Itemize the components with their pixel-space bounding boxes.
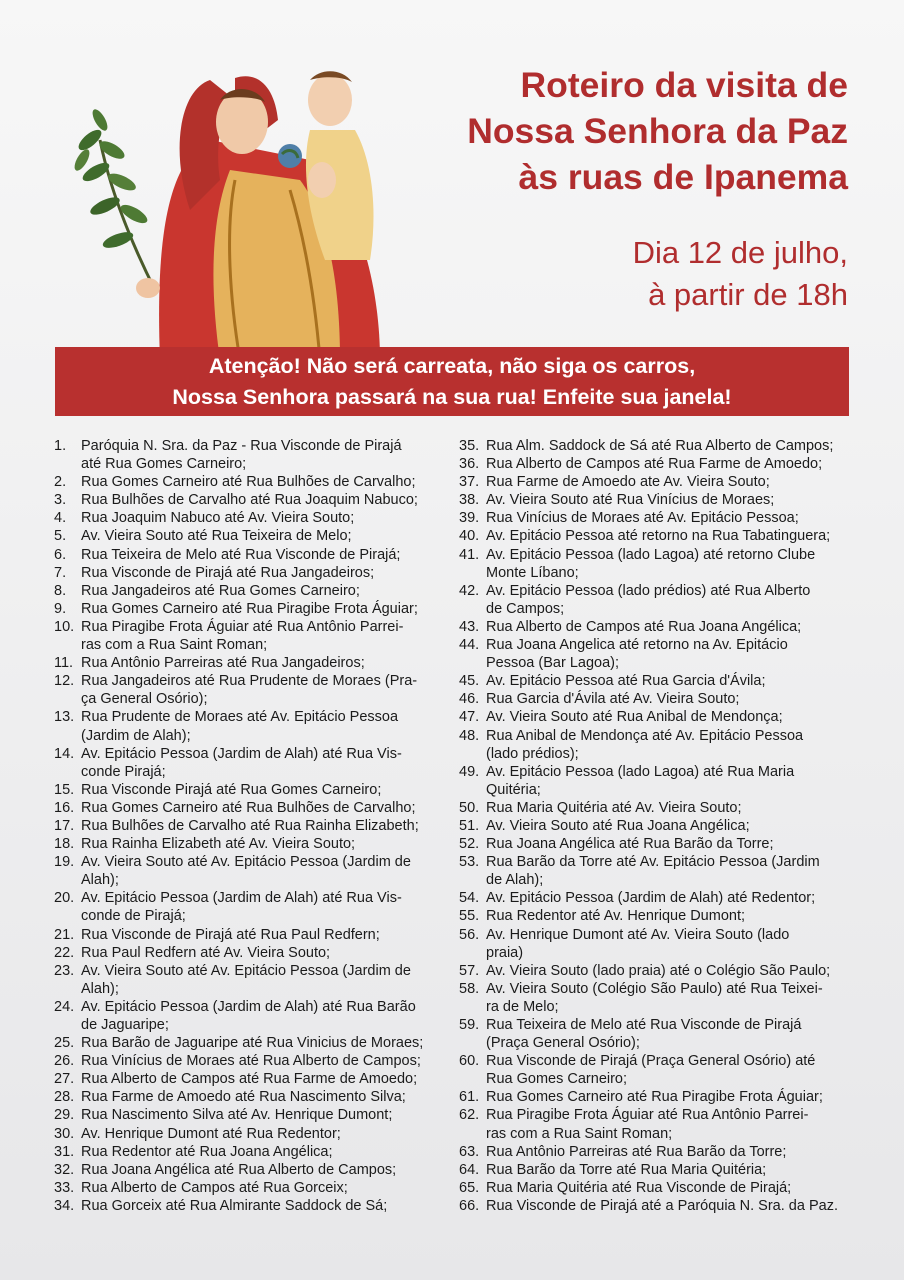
route-item-text bbox=[81, 1088, 449, 1106]
route-item bbox=[54, 799, 449, 817]
route-item-line: Rua Piragibe Frota Águiar até Rua Antônio Parrei- bbox=[486, 1107, 809, 1124]
virgin-and-child-statue-image bbox=[60, 60, 400, 360]
route-item bbox=[54, 817, 449, 835]
route-item-number: 54. bbox=[459, 890, 480, 907]
route-item bbox=[459, 1088, 859, 1106]
route-item-line: Rua Alberto de Campos até Rua Joana Angélica; bbox=[486, 618, 802, 635]
route-item bbox=[54, 1070, 449, 1088]
date-line: Dia 12 de julho, bbox=[632, 235, 848, 270]
route-item-number: 41. bbox=[459, 546, 480, 563]
route-item-line: Alah); bbox=[81, 872, 119, 889]
route-item-line: Av. Vieira Souto até Rua Anibal de Mendonça; bbox=[486, 709, 783, 726]
route-item-line: Av. Epitácio Pessoa (lado Lagoa) até retorno Clube bbox=[486, 546, 816, 563]
route-item-line: Rua Visconde Pirajá até Rua Gomes Carneiro; bbox=[81, 781, 382, 798]
route-item-line: Rua Joana Angelica até retorno na Av. Epitácio bbox=[486, 637, 788, 654]
route-item-text bbox=[486, 636, 859, 672]
route-item-text bbox=[81, 672, 449, 708]
route-item bbox=[54, 600, 449, 618]
route-item-line: de Jaguaripe; bbox=[81, 1017, 169, 1033]
title-line: Nossa Senhora da Paz bbox=[467, 111, 848, 151]
route-item-line: Rua Gomes Carneiro; bbox=[486, 1071, 628, 1088]
route-item-number: 15. bbox=[54, 781, 75, 798]
route-item-number: 26. bbox=[54, 1053, 75, 1070]
route-item bbox=[54, 473, 449, 491]
route-item-text bbox=[81, 1106, 449, 1124]
route-item-number: 62. bbox=[459, 1107, 480, 1124]
route-item-number: 3. bbox=[54, 492, 67, 509]
route-item-text bbox=[486, 817, 859, 835]
olive-branch-icon bbox=[72, 107, 155, 290]
route-item-number: 35. bbox=[459, 438, 480, 454]
route-list-left bbox=[54, 437, 449, 1215]
route-item-number: 44. bbox=[459, 637, 480, 654]
route-item-line: Av. Vieira Souto (lado praia) até o Colégio São Paulo; bbox=[486, 962, 831, 979]
route-item-text bbox=[81, 1034, 449, 1052]
route-item-number: 56. bbox=[459, 926, 480, 943]
route-item-text bbox=[81, 600, 449, 618]
route-item-number: 6. bbox=[54, 546, 67, 563]
route-item-line: ça General Osório); bbox=[81, 691, 208, 708]
route-item-number: 47. bbox=[459, 709, 480, 726]
route-item-line: (Jardim de Alah); bbox=[81, 727, 191, 744]
route-item-number: 49. bbox=[459, 763, 480, 780]
route-item-text bbox=[81, 799, 449, 817]
route-item-text bbox=[81, 618, 449, 654]
route-item-line: Av. Vieira Souto até Av. Epitácio Pessoa (Jardim de bbox=[81, 962, 411, 979]
route-item-text bbox=[486, 799, 859, 817]
route-item-text bbox=[486, 1088, 859, 1106]
route-item-line: Rua Alberto de Campos até Rua Gorceix; bbox=[81, 1179, 348, 1196]
route-item-line: Rua Rainha Elizabeth até Av. Vieira Souto; bbox=[81, 836, 356, 853]
route-item-number: 11. bbox=[54, 655, 74, 672]
route-item bbox=[54, 491, 449, 509]
banner-line: Atenção! Não será carreata, não siga os carros, bbox=[208, 353, 696, 378]
route-item bbox=[459, 907, 859, 925]
route-item-text bbox=[81, 998, 449, 1034]
route-item bbox=[54, 745, 449, 781]
route-item-number: 17. bbox=[54, 817, 75, 834]
route-item bbox=[459, 473, 859, 491]
route-item-number: 58. bbox=[459, 980, 480, 997]
route-item-number: 9. bbox=[54, 600, 67, 617]
route-item-number: 22. bbox=[54, 944, 75, 961]
route-item-number: 61. bbox=[459, 1089, 480, 1106]
route-item-text bbox=[486, 455, 859, 473]
route-item-number: 64. bbox=[459, 1161, 480, 1178]
route-item bbox=[459, 708, 859, 726]
route-item-text bbox=[486, 1179, 859, 1197]
route-item-text bbox=[81, 962, 449, 998]
route-item bbox=[459, 1179, 859, 1197]
route-item-number: 24. bbox=[54, 998, 75, 1015]
route-item-text bbox=[486, 437, 859, 455]
route-item-number: 7. bbox=[54, 564, 67, 581]
route-item-text bbox=[486, 708, 859, 726]
route-item-text bbox=[81, 546, 449, 564]
route-item-line: Rua Farme de Amoedo ate Av. Vieira Souto; bbox=[486, 474, 770, 491]
route-item-number: 53. bbox=[459, 854, 480, 871]
route-item bbox=[54, 853, 449, 889]
route-item-number: 13. bbox=[54, 709, 75, 726]
route-item-line: Rua Joaquim Nabuco até Av. Vieira Souto; bbox=[81, 510, 355, 527]
route-item-text bbox=[486, 926, 859, 962]
route-item-number: 10. bbox=[54, 618, 75, 635]
route-item bbox=[54, 1125, 449, 1143]
route-item bbox=[459, 1161, 859, 1179]
route-item-line: Rua Vinícius de Moraes até Av. Epitácio Pessoa; bbox=[486, 510, 799, 527]
route-item-line: Rua Redentor até Rua Joana Angélica; bbox=[81, 1143, 333, 1160]
route-item bbox=[459, 690, 859, 708]
route-item-number: 50. bbox=[459, 799, 480, 816]
route-item bbox=[54, 1143, 449, 1161]
route-item-text bbox=[81, 654, 449, 672]
route-item-text bbox=[81, 889, 449, 925]
route-item-number: 25. bbox=[54, 1035, 75, 1052]
route-item-number: 30. bbox=[54, 1125, 75, 1142]
route-item-text bbox=[486, 835, 859, 853]
route-item-number: 23. bbox=[54, 962, 75, 979]
route-item bbox=[459, 889, 859, 907]
route-item bbox=[459, 926, 859, 962]
route-item-number: 18. bbox=[54, 836, 75, 853]
route-item-line: Av. Epitácio Pessoa (Jardim de Alah) até Rua Vis- bbox=[81, 890, 402, 907]
route-item-number: 43. bbox=[459, 618, 480, 635]
route-item-text bbox=[486, 1052, 859, 1088]
route-item-number: 20. bbox=[54, 890, 75, 907]
route-item bbox=[54, 1034, 449, 1052]
banner-line: Nossa Senhora passará na sua rua! Enfeite sua janela! bbox=[172, 384, 732, 409]
route-item bbox=[459, 962, 859, 980]
route-item-line: Paróquia N. Sra. da Paz - Rua Visconde de Pirajá bbox=[81, 438, 402, 454]
route-item-line: até Rua Gomes Carneiro; bbox=[81, 456, 247, 473]
route-item-line: Av. Vieira Souto (Colégio São Paulo) até Rua Teixei- bbox=[486, 980, 823, 997]
route-item-number: 27. bbox=[54, 1071, 75, 1088]
route-item-line: Av. Epitácio Pessoa (Jardim de Alah) até Rua Vis- bbox=[81, 745, 402, 762]
route-item-line: Rua Gomes Carneiro até Rua Piragibe Frota Águiar; bbox=[486, 1089, 823, 1106]
route-item-number: 1. bbox=[54, 438, 67, 454]
route-item bbox=[54, 889, 449, 925]
route-item-text bbox=[486, 491, 859, 509]
route-item bbox=[459, 546, 859, 582]
route-item bbox=[459, 980, 859, 1016]
route-item bbox=[54, 962, 449, 998]
route-item-number: 59. bbox=[459, 1017, 480, 1033]
header bbox=[0, 0, 904, 360]
route-item bbox=[54, 527, 449, 545]
route-item bbox=[54, 781, 449, 799]
route-item-text bbox=[486, 1106, 859, 1142]
route-item-text bbox=[81, 1197, 449, 1215]
route-item-line: de Campos; bbox=[486, 600, 565, 617]
route-item-number: 66. bbox=[459, 1197, 480, 1214]
route-item-text bbox=[486, 1197, 859, 1215]
route-item-text bbox=[81, 944, 449, 962]
route-item bbox=[459, 491, 859, 509]
route-item bbox=[54, 944, 449, 962]
route-item bbox=[459, 618, 859, 636]
route-item-text bbox=[486, 546, 859, 582]
route-item-line: Rua Maria Quitéria até Av. Vieira Souto; bbox=[486, 799, 742, 816]
route-item bbox=[54, 564, 449, 582]
route-item-number: 2. bbox=[54, 474, 67, 491]
route-item-text bbox=[81, 1161, 449, 1179]
route-item bbox=[54, 582, 449, 600]
route-item-line: Quitéria; bbox=[486, 781, 541, 798]
route-item bbox=[54, 998, 449, 1034]
route-item-text bbox=[486, 1161, 859, 1179]
route-item-text bbox=[486, 889, 859, 907]
route-item-line: Monte Líbano; bbox=[486, 564, 579, 581]
route-item-number: 39. bbox=[459, 510, 480, 527]
route-item bbox=[459, 799, 859, 817]
route-item bbox=[459, 1197, 859, 1215]
route-item-text bbox=[81, 473, 449, 491]
route-item-text bbox=[81, 527, 449, 545]
route-item bbox=[459, 636, 859, 672]
route-item bbox=[54, 654, 449, 672]
route-item bbox=[54, 509, 449, 527]
route-item-line: Av. Vieira Souto até Av. Epitácio Pessoa (Jardim de bbox=[81, 854, 411, 871]
route-item-line: Rua Alberto de Campos até Rua Farme de Amoedo; bbox=[81, 1071, 418, 1088]
route-item-line: Av. Epitácio Pessoa (Jardim de Alah) até Redentor; bbox=[486, 890, 816, 907]
route-item-line: Rua Alm. Saddock de Sá até Rua Alberto de Campos; bbox=[486, 438, 834, 454]
route-item-number: 33. bbox=[54, 1179, 75, 1196]
route-item-number: 21. bbox=[54, 926, 75, 943]
route-item-line: Rua Gomes Carneiro até Rua Bulhões de Carvalho; bbox=[81, 799, 416, 816]
route-item-text bbox=[81, 745, 449, 781]
route-item-number: 63. bbox=[459, 1143, 480, 1160]
route-item-number: 34. bbox=[54, 1197, 75, 1214]
route-item-text bbox=[81, 437, 449, 473]
route-item bbox=[54, 1106, 449, 1124]
route-item bbox=[54, 437, 449, 473]
route-item-text bbox=[81, 926, 449, 944]
route-item-text bbox=[486, 582, 859, 618]
route-item bbox=[459, 509, 859, 527]
route-item bbox=[459, 672, 859, 690]
attention-banner bbox=[55, 347, 849, 416]
route-item-line: Rua Barão de Jaguaripe até Rua Vinicius de Moraes; bbox=[81, 1035, 424, 1052]
title-line: Roteiro da visita de bbox=[520, 65, 848, 105]
route-item-line: Rua Barão da Torre até Rua Maria Quitéria; bbox=[486, 1161, 767, 1178]
route-item-text bbox=[486, 509, 859, 527]
route-item bbox=[54, 546, 449, 564]
route-item-line: Rua Nascimento Silva até Av. Henrique Dumont; bbox=[81, 1107, 393, 1124]
route-item-text bbox=[486, 618, 859, 636]
route-item-number: 29. bbox=[54, 1107, 75, 1124]
route-item-line: conde de Pirajá; bbox=[81, 908, 186, 925]
route-item-number: 48. bbox=[459, 727, 480, 744]
route-item-line: Rua Farme de Amoedo até Rua Nascimento Silva; bbox=[81, 1089, 406, 1106]
route-item-text bbox=[81, 1070, 449, 1088]
route-item-text bbox=[81, 1143, 449, 1161]
route-item-line: Rua Visconde de Pirajá até Rua Paul Redfern; bbox=[81, 926, 380, 943]
route-item-line: Rua Gorceix até Rua Almirante Saddock de Sá; bbox=[81, 1197, 388, 1214]
route-item-line: Av. Vieira Souto até Rua Joana Angélica; bbox=[486, 817, 750, 834]
route-item-text bbox=[486, 690, 859, 708]
route-item-line: Rua Barão da Torre até Av. Epitácio Pessoa (Jardim bbox=[486, 854, 820, 871]
route-item bbox=[459, 1052, 859, 1088]
route-item-text bbox=[486, 907, 859, 925]
route-item-line: Av. Epitácio Pessoa (lado Lagoa) até Rua Maria bbox=[486, 763, 795, 780]
route-item-line: Rua Paul Redfern até Av. Vieira Souto; bbox=[81, 944, 331, 961]
route-item-line: Rua Vinícius de Moraes até Rua Alberto de Campos; bbox=[81, 1053, 421, 1070]
route-item-line: Av. Epitácio Pessoa até Rua Garcia d'Ávila; bbox=[486, 673, 766, 690]
route-item-text bbox=[81, 835, 449, 853]
route-item-text bbox=[81, 582, 449, 600]
route-item-text bbox=[81, 509, 449, 527]
route-item-line: Av. Epitácio Pessoa (Jardim de Alah) até Rua Barão bbox=[81, 998, 416, 1015]
route-item-line: ra de Melo; bbox=[486, 998, 559, 1015]
route-item bbox=[54, 1179, 449, 1197]
route-item-line: Pessoa (Bar Lagoa); bbox=[486, 655, 619, 672]
page-title bbox=[378, 62, 848, 200]
route-item bbox=[459, 582, 859, 618]
title-line: às ruas de Ipanema bbox=[518, 157, 848, 197]
route-item bbox=[459, 817, 859, 835]
route-item-line: Rua Joana Angélica até Rua Alberto de Campos; bbox=[81, 1161, 397, 1178]
route-item bbox=[459, 437, 859, 455]
route-item bbox=[459, 527, 859, 545]
route-item-text bbox=[486, 1143, 859, 1161]
route-item-line: (lado prédios); bbox=[486, 745, 579, 762]
route-item-number: 52. bbox=[459, 836, 480, 853]
route-item bbox=[54, 672, 449, 708]
route-list-right bbox=[459, 437, 859, 1215]
route-item-number: 36. bbox=[459, 456, 480, 473]
route-item-number: 28. bbox=[54, 1089, 75, 1106]
route-item bbox=[54, 1161, 449, 1179]
route-item-number: 40. bbox=[459, 528, 480, 545]
route-item-text bbox=[81, 1052, 449, 1070]
route-item-number: 5. bbox=[54, 528, 67, 545]
route-item-line: Av. Vieira Souto até Rua Vinícius de Moraes; bbox=[486, 492, 775, 509]
route-item-text bbox=[486, 727, 859, 763]
route-item-line: Rua Piragibe Frota Águiar até Rua Antônio Parrei- bbox=[81, 618, 404, 635]
route-item bbox=[459, 835, 859, 853]
route-item-line: Rua Antônio Parreiras até Rua Jangadeiros; bbox=[81, 655, 365, 672]
route-item-text bbox=[81, 1125, 449, 1143]
route-item-line: Rua Gomes Carneiro até Rua Piragibe Frota Águiar; bbox=[81, 600, 418, 617]
route-item-line: Rua Antônio Parreiras até Rua Barão da Torre; bbox=[486, 1143, 787, 1160]
route-item-line: Av. Epitácio Pessoa até retorno na Rua Tabatinguera; bbox=[486, 528, 831, 545]
route-item bbox=[459, 455, 859, 473]
route-item bbox=[459, 853, 859, 889]
route-item-text bbox=[486, 853, 859, 889]
route-item-number: 65. bbox=[459, 1179, 480, 1196]
route-item-line: conde Pirajá; bbox=[81, 763, 166, 780]
route-item-line: de Alah); bbox=[486, 872, 544, 889]
route-item-line: Rua Redentor até Av. Henrique Dumont; bbox=[486, 908, 746, 925]
route-item-text bbox=[81, 1179, 449, 1197]
route-item-line: Rua Teixeira de Melo até Rua Visconde de Pirajá bbox=[486, 1017, 802, 1033]
route-item-text bbox=[486, 763, 859, 799]
route-item-line: Av. Epitácio Pessoa (lado prédios) até Rua Alberto bbox=[486, 582, 811, 599]
route-item-number: 60. bbox=[459, 1053, 480, 1070]
route-item-number: 57. bbox=[459, 962, 480, 979]
route-item-text bbox=[81, 708, 449, 744]
route-item-text bbox=[486, 962, 859, 980]
route-item-line: Rua Bulhões de Carvalho até Rua Rainha Elizabeth; bbox=[81, 817, 419, 834]
route-item-text bbox=[81, 491, 449, 509]
route-item bbox=[54, 1052, 449, 1070]
route-item-text bbox=[486, 672, 859, 690]
route-item-text bbox=[486, 980, 859, 1016]
route-item-number: 38. bbox=[459, 492, 480, 509]
route-item-line: ras com a Rua Saint Roman; bbox=[81, 637, 268, 654]
event-date bbox=[488, 232, 848, 316]
route-item-number: 12. bbox=[54, 673, 75, 690]
route-item-number: 16. bbox=[54, 799, 75, 816]
date-line: à partir de 18h bbox=[648, 277, 848, 312]
route-item-number: 46. bbox=[459, 691, 480, 708]
route-item-line: Rua Jangadeiros até Rua Prudente de Moraes (Pra- bbox=[81, 673, 418, 690]
route-item-text bbox=[486, 473, 859, 491]
route-item bbox=[54, 926, 449, 944]
route-item-line: Rua Visconde de Pirajá (Praça General Osório) até bbox=[486, 1053, 816, 1070]
route-item-line: Av. Vieira Souto até Rua Teixeira de Melo; bbox=[81, 528, 352, 545]
route-item-text bbox=[81, 781, 449, 799]
route-item bbox=[459, 727, 859, 763]
route-item bbox=[54, 618, 449, 654]
route-item-line: Rua Visconde de Pirajá até Rua Jangadeiros; bbox=[81, 564, 375, 581]
route-item-line: Rua Maria Quitéria até Rua Visconde de Pirajá; bbox=[486, 1179, 792, 1196]
route-item-number: 51. bbox=[459, 817, 480, 834]
route-item-line: Av. Henrique Dumont até Av. Vieira Souto (lado bbox=[486, 926, 790, 943]
route-item-text bbox=[81, 564, 449, 582]
route-item-text bbox=[486, 1016, 859, 1052]
route-item-line: Rua Prudente de Moraes até Av. Epitácio Pessoa bbox=[81, 709, 399, 726]
route-item-line: Rua Jangadeiros até Rua Gomes Carneiro; bbox=[81, 582, 360, 599]
route-item-line: (Praça General Osório); bbox=[486, 1035, 640, 1052]
route-item-number: 32. bbox=[54, 1161, 75, 1178]
route-item-line: Rua Teixeira de Melo até Rua Visconde de Pirajá; bbox=[81, 546, 401, 563]
route-item bbox=[54, 1197, 449, 1215]
route-item-number: 45. bbox=[459, 673, 480, 690]
route-item-line: Rua Anibal de Mendonça até Av. Epitácio Pessoa bbox=[486, 727, 804, 744]
route-item-number: 42. bbox=[459, 582, 480, 599]
route-item-number: 19. bbox=[54, 854, 75, 871]
route-item-line: Rua Alberto de Campos até Rua Farme de Amoedo; bbox=[486, 456, 823, 473]
route-item bbox=[459, 1016, 859, 1052]
route-item-line: Rua Joana Angélica até Rua Barão da Torre; bbox=[486, 836, 774, 853]
route-item-number: 37. bbox=[459, 474, 480, 491]
route-item-line: Rua Gomes Carneiro até Rua Bulhões de Carvalho; bbox=[81, 474, 416, 491]
route-item-number: 4. bbox=[54, 510, 67, 527]
route-item-number: 8. bbox=[54, 582, 67, 599]
route-item-number: 31. bbox=[54, 1143, 75, 1160]
route-item-number: 55. bbox=[459, 908, 480, 925]
route-item bbox=[459, 763, 859, 799]
route-item-line: Av. Henrique Dumont até Rua Redentor; bbox=[81, 1125, 341, 1142]
route-item bbox=[54, 1088, 449, 1106]
route-item-text bbox=[486, 527, 859, 545]
route-item-line: Alah); bbox=[81, 980, 119, 997]
route-item bbox=[459, 1143, 859, 1161]
route-item-text bbox=[81, 817, 449, 835]
route-item bbox=[459, 1106, 859, 1142]
route-item-line: Rua Garcia d'Ávila até Av. Vieira Souto; bbox=[486, 691, 740, 708]
route-item bbox=[54, 835, 449, 853]
route-item-line: Rua Visconde de Pirajá até a Paróquia N. Sra. da Paz. bbox=[486, 1197, 838, 1214]
route-item-text bbox=[81, 853, 449, 889]
route-item bbox=[54, 708, 449, 744]
route-item-line: ras com a Rua Saint Roman; bbox=[486, 1125, 673, 1142]
route-item-line: Rua Bulhões de Carvalho até Rua Joaquim Nabuco; bbox=[81, 492, 418, 509]
route-item-line: praia) bbox=[486, 944, 524, 961]
route-item-number: 14. bbox=[54, 745, 75, 762]
